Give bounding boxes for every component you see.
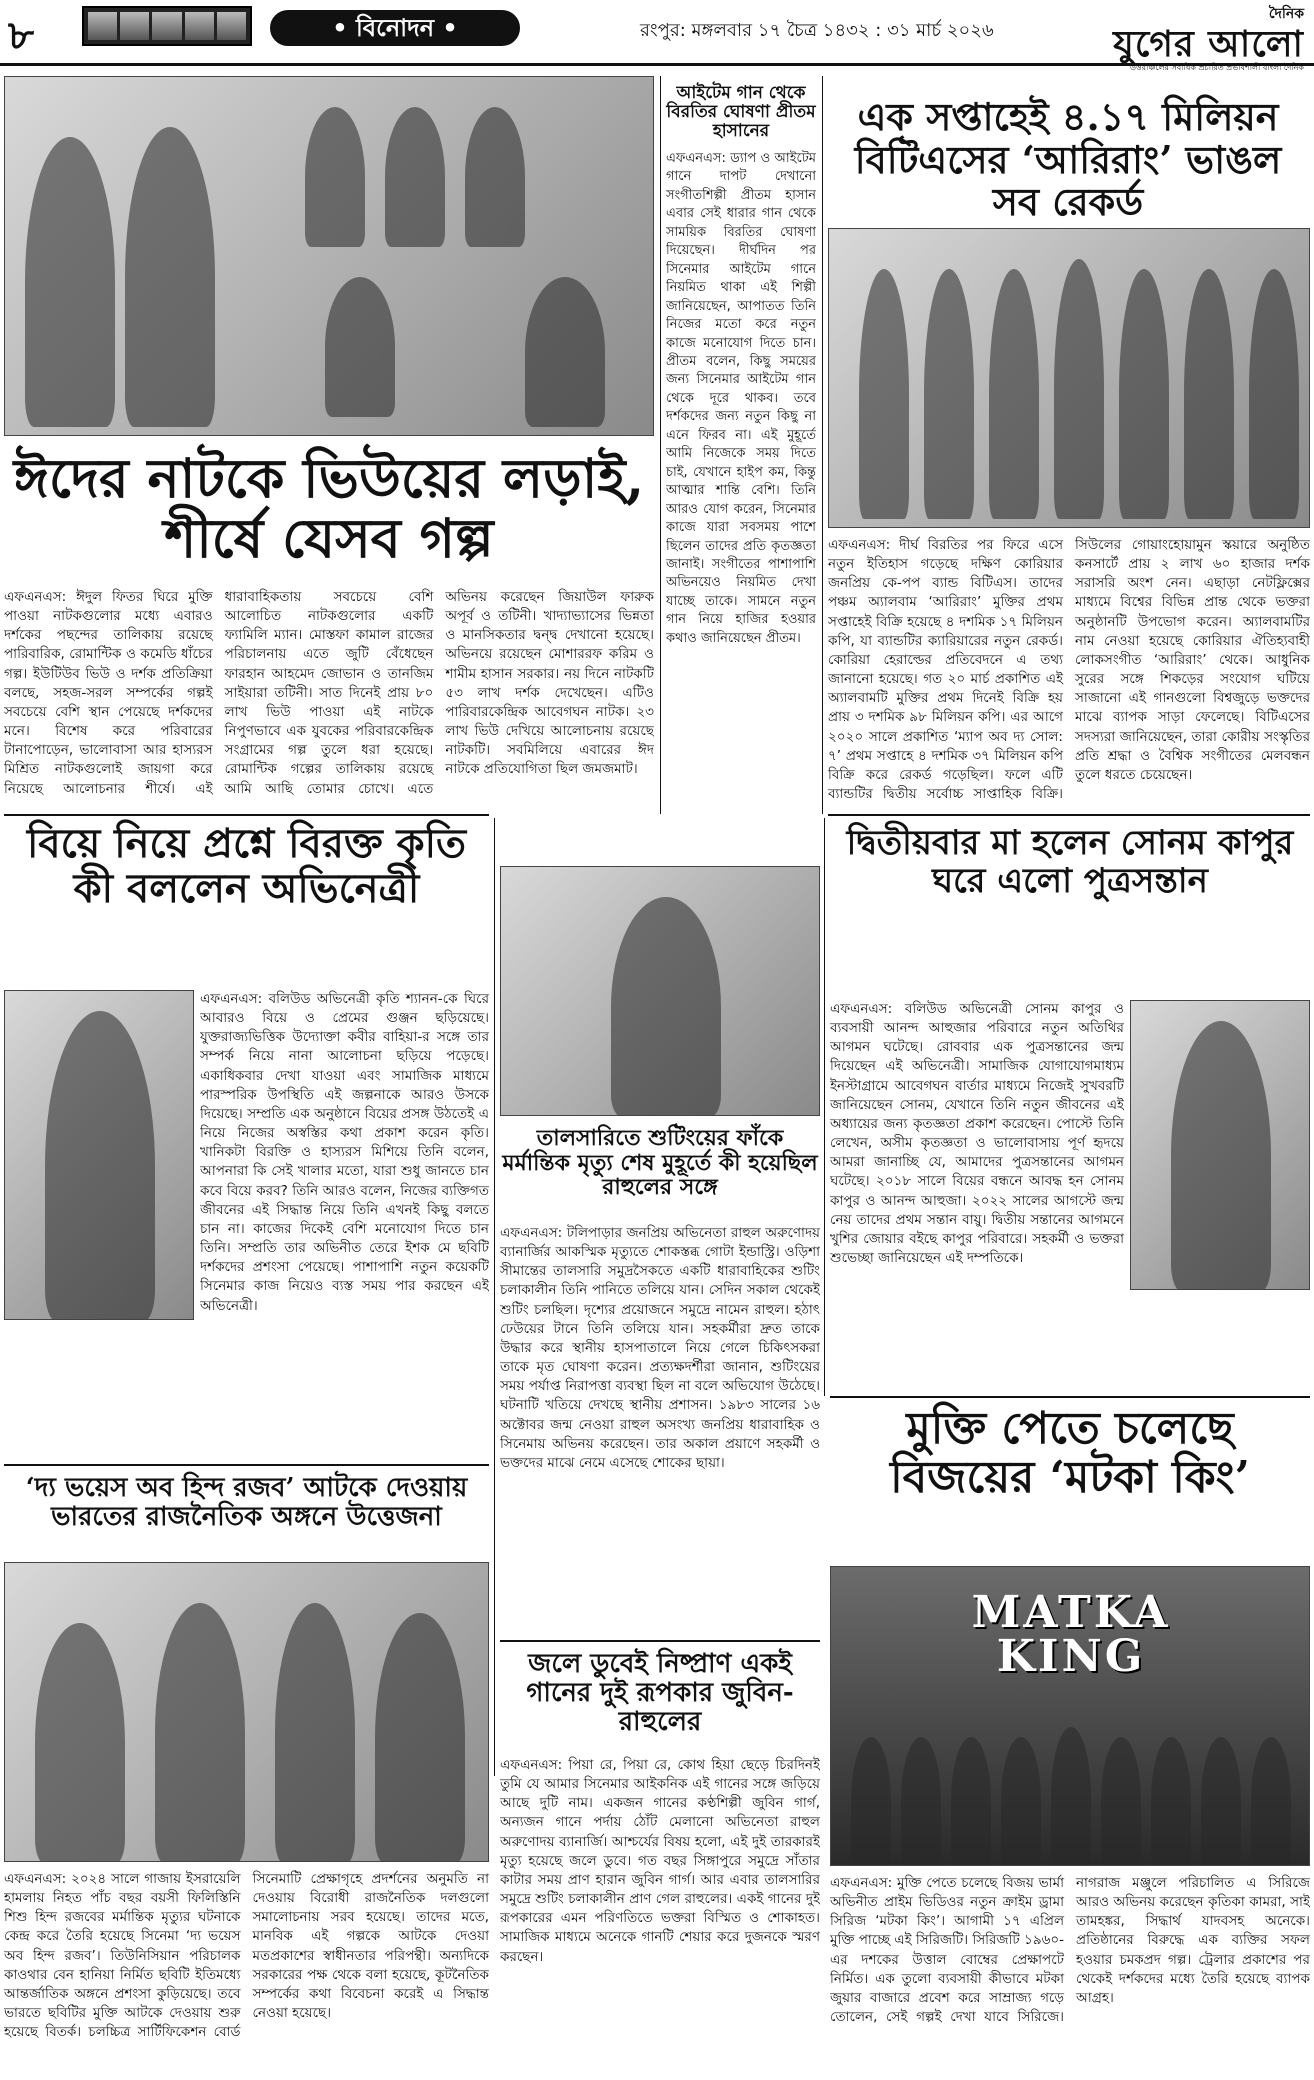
matka-king-poster-photo xyxy=(830,1566,1310,1866)
zubeen-body: এফএনএস: পিয়া রে, পিয়া রে, কোথ হিয়া ছেড়ে চিরদিনই তুমি যে আমার সিনেমার আইকনিক এই গানের সঙ্গে জড়িয়ে আছে দুটি নাম। একজন গানের কণ্ঠশিল্পী জুবিন গার্গ, অন্যজন গানে পর্দায় ঠোঁট মেলানো অভিনেতা রাহুল অরুণোদয় ব্যানার্জি। আশ্চর্যের বিষয় হলো, এই দুই তারকারই মৃত্যু হয়েছে জলে ডুবে। গত বছর সিঙ্গাপুরে সমুদ্রে সাঁতার কাটার সময় প্রাণ হারান জুবিন গার্গ। আর এবার তালসারির সমুদ্রে শুটিং চলাকালীন প্রাণ গেল রাহুলের। একই গানের দুই রূপকারের এমন পরিণতিতে ভক্তরা বিস্মিত ও শোকাহত। সামাজিক মাধ্যমে অনেকে গানটি শেয়ার করে দুজনকে স্মরণ করছেন। xyxy=(500,1757,820,1965)
sonam-photo xyxy=(1130,1000,1310,1290)
pritom-body: এফএনএস: ড্যাপ ও আইটেম গানে দাপট দেখানো সংগীতশিল্পী প্রীতম হাসান এবার সেই ধারার গান থেকে সাময়িক বিরতির ঘোষণা দিয়েছেন। দীর্ঘদিন পর সিনেমার আইটেম গানে নিয়মিত থাকা এই শিল্পী জানিয়েছেন, আপাতত তিনি নিজের মতো করে নতুন কাজে মনোযোগ দিতে চান। প্রীতম বলেন, কিছু সময়ের জন্য সিনেমার আইটেম গান থেকে দূরে থাকব। তবে দর্শকদের জন্য নতুন কিছু না এনে ফিরব না। এই মুহূর্তে আমি নিজেকে সময় দিতে চাই, যেখানে হাইপ কম, কিন্তু আত্মার শান্তি বেশি। তিনি আরও যোগ করেন, সিনেমার কাজে যারা সবসময় পাশে ছিলেন তাদের প্রতি কৃতজ্ঞতা জানাই। সংগীতের পাশাপাশি অভিনয়েও নিয়মিত দেখা যাচ্ছে তাকে। সামনে নতুন গান নিয়ে হাজির হওয়ার কথাও জানিয়েছেন প্রীতম। xyxy=(666,151,816,646)
issue-date: রংপুর: মঙ্গলবার ১৭ চৈত্র ১৪৩২ : ৩১ মার্চ ২০২৬ xyxy=(640,20,994,41)
sonam-body: এফএনএস: বলিউড অভিনেত্রী সোনম কাপুর ও ব্যবসায়ী আনন্দ আহুজার পরিবারে নতুন অতিথির আগমন ঘটেছে। রোববার এক পুত্রসন্তানের জন্ম দিয়েছেন এই অভিনেত্রী। সামাজিক যোগাযোগমাধ্যম ইনস্টাগ্রামে আবেগঘন বার্তার মাধ্যমে নিজেই সুখবরটি জানিয়েছেন সোনম, যেখানে তিনি নতুন জীবনের এই অধ্যায়ের জন্য কৃতজ্ঞতা প্রকাশ করেছেন। পোস্টে তিনি লেখেন, অসীম কৃতজ্ঞতা ও ভালোবাসায় পূর্ণ হৃদয়ে আমরা জানাচ্ছি যে, আমাদের পুত্রসন্তানের আগমন ঘটেছে। ২০১৮ সালে বিয়ের বন্ধনে আবদ্ধ হন সোনম কাপুর ও আনন্দ আহুজা। ২০২২ সালের আগস্টে জন্ম নেয় তাদের প্রথম সন্তান বায়ু। দ্বিতীয় সন্তানের আগমনে খুশির জোয়ার বইছে কাপুর পরিবারে। সহকর্মী ও ভক্তরা শুভেচ্ছা জানিয়েছেন এই দম্পতিকে। xyxy=(830,1001,1124,1267)
eid-drama-photo-collage xyxy=(4,76,654,436)
matka-king-poster-title: MATKA KING xyxy=(971,1587,1171,1682)
bts-body: এফএনএস: দীর্ঘ বিরতির পর ফিরে এসে নতুন ইতিহাস গড়েছে দক্ষিণ কোরিয়ার জনপ্রিয় কে-পপ ব্যান্ড বিটিএস। তাদের পঞ্চম অ্যালবাম ‘আরিরাং’ মুক্তির প্রথম সপ্তাহেই বিক্রি হয়েছে ৪ দশমিক ১৭ মিলিয়ন কপি, যা ব্যান্ডটির ক্যারিয়ারের নতুন রেকর্ড। কোরিয়া হেরাল্ডের প্রতিবেদনে এ তথ্য জানানো হয়েছে। গত ২০ মার্চ প্রকাশিত এই অ্যালবামটি মুক্তির প্রথম দিনেই বিক্রি হয় প্রায় ৩ দশমিক ৯৮ মিলিয়ন কপি। এর আগে ২০২০ সালে প্রকাশিত ‘ম্যাপ অব দ্য সোল: ৭’ প্রথম সপ্তাহে ৪ দশমিক ৩৭ মিলিয়ন কপি বিক্রি করে রেকর্ড গড়েছিল। ফলে এটি ব্যান্ডটির দ্বিতীয় সর্বোচ্চ সাপ্তাহিক বিক্রি। সিউলের গোয়াংহোয়ামুন স্কয়ারে অনুষ্ঠিত কনসার্টে প্রায় ২ লাখ ৬০ হাজার দর্শক সরাসরি অংশ নেন। এছাড়া নেটফ্লিক্সের মাধ্যমে বিশ্বের বিভিন্ন প্রান্ত থেকে ভক্তরা অনুষ্ঠানটি উপভোগ করেন। অ্যালবামটির নাম নেওয়া হয়েছে কোরিয়ার ঐতিহ্যবাহী লোকসংগীত ‘আরিরাং’ থেকে। আধুনিক সুরের সঙ্গে শিকড়ের সংযোগ ঘটিয়ে সাজানো এই গানগুলো বিশ্বজুড়ে ভক্তদের মাঝে ব্যাপক সাড়া ফেলেছে। বিটিএসের সদস্যরা জানিয়েছেন, তারা কোরীয় সংস্কৃতির প্রতি শ্রদ্ধা ও বৈশ্বিক সংগীতের মেলবন্ধন তুলে ধরতে চেয়েছেন। xyxy=(828,537,1310,803)
hind-rajab-film-still xyxy=(4,1562,489,1862)
kriti-headline: বিয়ে নিয়ে প্রশ্নে বিরক্ত কৃতি কী বললেন অভিনেত্রী xyxy=(26,820,467,912)
bts-headline: এক সপ্তাহেই ৪.১৭ মিলিয়ন বিটিএসের ‘আরিরাং’ ভাঙল সব রেকর্ড xyxy=(854,94,1282,225)
section-title: • বিনোদন • xyxy=(270,10,520,46)
rahul-headline: তালসারিতে শুটিংয়ের ফাঁকে মর্মান্তিক মৃত্যু শেষ মুহূর্তে কী হয়েছিল রাহুলের সঙ্গে xyxy=(502,1125,818,1201)
hind-rajab-body: এফএনএস: ২০২৪ সালে গাজায় ইসরায়েলি হামলায় নিহত পাঁচ বছর বয়সী ফিলিস্তিনি শিশু হিন্দ রজবের মর্মান্তিক মৃত্যুর ঘটনাকে কেন্দ্র করে তৈরি হয়েছে সিনেমা ‘দ্য ভয়েস অব হিন্দ রজব’। তিউনিসিয়ান পরিচালক কাওথার বেন হানিয়া নির্মিত ছবিটি ইতিমধ্যে আন্তর্জাতিক অঙ্গনে প্রশংসা কুড়িয়েছে। তবে ভারতে ছবিটির মুক্তি আটকে দেওয়ায় শুরু হয়েছে বিতর্ক। চলচ্চিত্র সার্টিফিকেশন বোর্ড সিনেমাটি প্রেক্ষাগৃহে প্রদর্শনের অনুমতি না দেওয়ায় বিরোধী রাজনৈতিক দলগুলো সমালোচনায় সরব হয়েছে। তাদের মতে, মানবিক এই গল্পকে আটকে দেওয়া মতপ্রকাশের স্বাধীনতার পরিপন্থী। অন্যদিকে সরকারের পক্ষ থেকে বলা হয়েছে, কূটনৈতিক সম্পর্কের কথা বিবেচনা করেই এ সিদ্ধান্ত নেওয়া হয়েছে। xyxy=(4,1871,489,2041)
zubeen-headline: জলে ডুবেই নিষ্প্রাণ একই গানের দুই রূপকার জুবিন-রাহুলের xyxy=(526,1649,794,1738)
masthead xyxy=(0,0,1314,72)
matka-king-headline: মুক্তি পেতে চলেছে বিজয়ের ‘মটকা কিং’ xyxy=(890,1403,1250,1504)
hind-rajab-headline: ‘দ্য ভয়েস অব হিন্দ রজব’ আটকে দেওয়ায় ভারতের রাজনৈতিক অঙ্গনে উত্তেজনা xyxy=(25,1473,468,1533)
film-strip-graphic xyxy=(82,6,252,46)
bts-group-photo xyxy=(828,228,1310,528)
pritom-headline: আইটেম গান থেকে বিরতির ঘোষণা প্রীতম হাসানের xyxy=(666,83,816,142)
rahul-portrait xyxy=(500,866,820,1116)
kriti-photo xyxy=(4,990,194,1320)
matka-king-body: এফএনএস: মুক্তি পেতে চলেছে বিজয় ভার্মা অভিনীত প্রাইম ভিডিওর নতুন ক্রাইম ড্রামা সিরিজ ‘মটকা কিং’। আগামী ১৭ এপ্রিল মুক্তি পাচ্ছে এই সিরিজটি। সিরিজটি ১৯৬০-এর দশকের উত্তাল বোম্বের প্রেক্ষাপটে নির্মিত। এক তুলো ব্যবসায়ী কীভাবে মটকা জুয়ার বাজারে প্রবেশ করে সাম্রাজ্য গড়ে তোলেন, সেই গল্পই দেখা যাবে সিরিজে। নাগরাজ মঞ্জুলে পরিচালিত এ সিরিজে আরও অভিনয় করেছেন কৃতিকা কামরা, সাই তামহঙ্কর, সিদ্ধার্থ যাদবসহ অনেকে। প্রতিষ্ঠানের বিরুদ্ধে এক ব্যক্তির সফল হওয়ার চমকপ্রদ গল্প। ট্রেলার প্রকাশের পর থেকেই দর্শকদের মধ্যে তৈরি হয়েছে ব্যাপক আগ্রহ। xyxy=(830,1875,1310,2026)
sonam-headline: দ্বিতীয়বার মা হলেন সোনম কাপুর ঘরে এলো পুত্রসন্তান xyxy=(846,823,1294,902)
eid-drama-body: এফএনএস: ঈদুল ফিতর ঘিরে মুক্তি পাওয়া নাটকগুলোর মধ্যে এবারও দর্শকের পছন্দের তালিকায় রয়েছে পারিবারিক, রোমান্টিক ও কমেডি ধাঁচের গল্প। ইউটিউব ভিউ ও দর্শক প্রতিক্রিয়া বলছে, সহজ-সরল সম্পর্কের গল্পই সবচেয়ে বেশি স্থান পেয়েছে দর্শকদের মনে। বিশেষ করে পরিবারের টানাপোড়েন, ভালোবাসা আর হাস্যরস মিশ্রিত নাটকগুলোই জায়গা করে নিয়েছে আলোচনার শীর্ষে। এই ধারাবাহিকতায় সবচেয়ে বেশি আলোচিত নাটকগুলোর একটি ফ্যামিলি ম্যান। মোস্তফা কামাল রাজের পরিচালনায় এতে জুটি বেঁধেছেন ফারহান আহমেদ জোভান ও তানজিম সাইয়ারা তটিনী। সাত দিনেই প্রায় ৮০ লাখ ভিউ পাওয়া এই নাটকে নিপুণভাবে এক যুবকের পরিবারকেন্দ্রিক সংগ্রামের গল্প তুলে ধরা হয়েছে। রোমান্টিক গল্পের তালিকায় রয়েছে আমি আছি তোমার চোখে। এতে অভিনয় করেছেন জিয়াউল ফারুক অপূর্ব ও তটিনী। খাদ্যাভ্যাসের ভিন্নতা ও মানসিকতার দ্বন্দ্ব দেখানো হয়েছে। অভিনয়ে রয়েছেন মোশাররফ করিম ও শামীম হাসান সরকার। নয় দিনে নাটকটি ৫৩ লাখ দর্শক দেখেছেন। এটিও পারিবারকেন্দ্রিক আবেগঘন নাটক। ২৩ লাখ ভিউ দেখিয়ে আলোচনায় রয়েছে নাটকটি। সবমিলিয়ে এবারের ঈদ নাটকে প্রতিযোগিতা ছিল জমজমাট। xyxy=(4,589,654,797)
page-number: ৮ xyxy=(8,13,34,59)
rahul-body: এফএনএস: টলিপাড়ার জনপ্রিয় অভিনেতা রাহুল অরুণোদয় ব্যানার্জির আকস্মিক মৃত্যুতে শোকস্তব্ধ গোটা ইন্ডাস্ট্রি। ওড়িশা সীমান্তের তালসারি সমুদ্রসৈকতে একটি ধারাবাহিকের শুটিং চলাকালীন তিনি পানিতে তলিয়ে যান। সেদিন সকাল থেকেই শুটিং চলছিল। দৃশ্যের প্রয়োজনে সমুদ্রে নামেন রাহুল। হঠাৎ ঢেউয়ের টানে তিনি তলিয়ে যান। সহকর্মীরা দ্রুত তাকে উদ্ধার করে স্থানীয় হাসপাতালে নিয়ে গেলে চিকিৎসকরা তাকে মৃত ঘোষণা করেন। প্রত্যক্ষদর্শীরা জানান, শুটিংয়ের সময় পর্যাপ্ত নিরাপত্তা ব্যবস্থা ছিল না বলে অভিযোগ উঠেছে। ঘটনাটি খতিয়ে দেখছে স্থানীয় প্রশাসন। ১৯৮৩ সালের ১৬ অক্টোবর জন্ম নেওয়া রাহুল অসংখ্য জনপ্রিয় ধারাবাহিক ও সিনেমায় অভিনয় করেছেন। তার অকাল প্রয়াণে সহকর্মী ও ভক্তদের মাঝে নেমে এসেছে শোকের ছায়া। xyxy=(500,1225,820,1471)
eid-drama-headline: ঈদের নাটকে ভিউয়ের লড়াই, শীর্ষে যেসব গল্প xyxy=(13,446,645,571)
newspaper-logo: দৈনিক যুগের আলো উত্তরাঞ্চলের সর্বাধিক প্রচারিত প্রভাবশালী বাংলা দৈনিক xyxy=(1113,6,1304,72)
kriti-body: এফএনএস: বলিউড অভিনেত্রী কৃতি শ্যানন-কে ঘিরে আবারও বিয়ে ও প্রেমের গুঞ্জন ছড়িয়েছে। যুক্তরাজ্যভিত্তিক উদ্যোক্তা কবীর বাহিয়া-র সঙ্গে তার সম্পর্ক নিয়ে নানা আলোচনা ছড়িয়ে পড়েছে। একাধিকবার দেখা যাওয়া এবং সামাজিক মাধ্যমে পারস্পরিক উপস্থিতি এই জল্পনাকে আরও উসকে দিয়েছে। সম্প্রতি এক অনুষ্ঠানে বিয়ের প্রসঙ্গ উঠতেই এ নিয়ে নিজের অস্বস্তির কথা প্রকাশ করেন কৃতি। খানিকটা বিরক্তি ও হাস্যরস মিশিয়ে তিনি বলেন, আপনারা কি সেই খালার মতো, যারা শুধু জানতে চান কবে বিয়ে করব? তিনি আরও বলেন, নিজের ব্যক্তিগত জীবনের এই সিদ্ধান্ত নিয়ে তিনি এখনই কিছু বলতে চান না। কাজের দিকেই বেশি মনোযোগ দিতে চান তিনি। সম্প্রতি তার অভিনীত তেরে ইশক মে ছবিটি দর্শকদের প্রশংসা পেয়েছে। পাশাপাশি নতুন কয়েকটি সিনেমার কাজ নিয়েও ব্যস্ত সময় পার করছেন এই অভিনেত্রী। xyxy=(200,991,489,1314)
